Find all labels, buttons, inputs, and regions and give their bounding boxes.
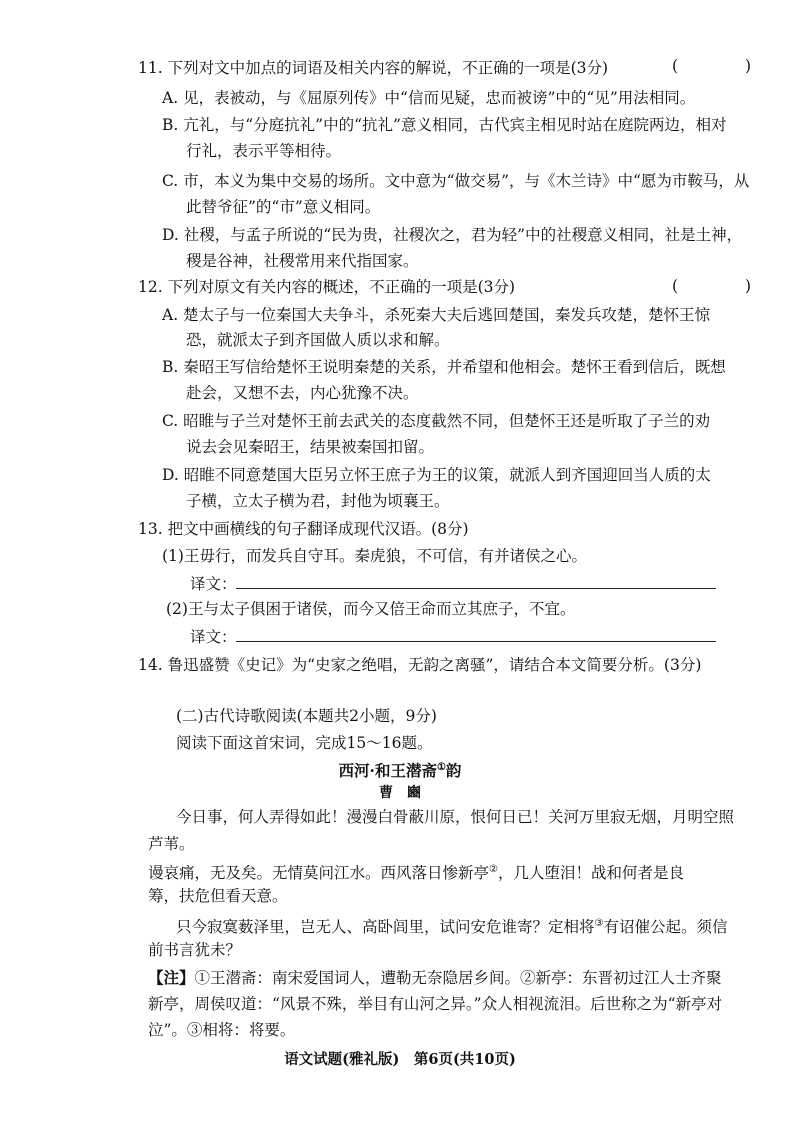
q11-stem: 11. 下列对文中加点的词语及相关内容的解说，不正确的一项是(3分) [138,59,609,77]
q12-answer-paren: ( ) [672,277,764,295]
q12-option-a-line2: 恐，就派太子到齐国做人质以求和解。 [186,331,450,349]
poem-stanza-2-text-a: 谩哀痛，无及矣。无情莫问江水。西风落日惨新亭 [148,864,490,883]
poem-stanza-3-text-a: 只今寂寞薮泽里，岂无人、高卧闾里，试问安危谁寄？定相将 [176,918,595,937]
poem-title-end: 韵 [445,761,462,781]
q12-option-a-line1: A. 楚太子与一位秦国大夫争斗，杀死秦大夫后逃回楚国，秦发兵攻楚，楚怀王惊 [162,306,711,324]
poem-notes-line2: 新亭，周侯叹道：“风景不殊，举目有山河之异。”众人相视流泪。后世称之为“新亭对 [148,995,723,1013]
poem-section-heading: (二)古代诗歌阅读(本题共2小题，9分) [176,707,437,725]
poem-stanza-3-line2: 前书言犹未？ [148,941,242,959]
q12-option-c-line2: 说去会见秦昭王，结果被秦国扣留。 [186,438,435,456]
poem-stanza-1-line1: 今日事，何人弄得如此！漫漫白骨蔽川原，恨何日已！关河万里寂无烟，月明空照 [176,808,735,826]
q13-sentence-2: (2)王与太子俱困于诸侯，而今又倍王命而立其庶子，不宜。 [166,600,576,618]
page-footer: 语文试题(雅礼版) 第6页(共10页) [284,1051,516,1068]
q11-option-b-line1: B. 亢礼，与“分庭抗礼”中的“抗礼”意义相同，古代宾主相见时站在庭院两边，相对 [162,116,727,134]
poem-note-2-marker: ② [489,864,498,875]
q11-option-c-line1: C. 市，本义为集中交易的场所。文中意为“做交易”，与《木兰诗》中“愿为市鞍马，从 [162,172,750,190]
q12-option-b-line1: B. 秦昭王写信给楚怀王说明秦楚的关系，并希望和他相会。楚怀王看到信后，既想 [162,358,726,376]
poem-title-note-marker: ① [436,762,446,773]
poem-stanza-3-line1 [176,913,728,938]
poem-title-text: 西河·和王潜斋 [338,761,437,781]
poem-stanza-2-text-b: ，几人堕泪！战和何者是良 [497,864,684,883]
poem-stanza-3-text-b: 有诏催公起。须信 [603,918,728,937]
q11-option-b-line2: 行礼，表示平等相待。 [186,142,342,160]
poem-title [0,757,800,782]
poem-instruction: 阅读下面这首宋词，完成15～16题。 [176,734,433,752]
poem-note-3-marker: ③ [594,918,604,929]
q13-translation-line-2[interactable] [236,641,716,642]
q12-option-d-line1: D. 昭睢不同意楚国大臣另立怀王庶子为王的议策，就派人到齐国迎回当人质的太 [162,466,711,484]
poem-stanza-2-line2: 筹，扶危但看天意。 [148,887,288,905]
q12-option-c-line1: C. 昭睢与子兰对楚怀王前去武关的态度截然不同，但楚怀王还是听取了子兰的劝 [162,412,711,430]
q13-stem: 13. 把文中画横线的句子翻译成现代汉语。(8分) [138,520,469,538]
q12-option-b-line2: 赴会，又想不去，内心犹豫不决。 [186,384,419,402]
poem-stanza-1-line2: 芦苇。 [148,835,195,853]
q11-option-d-line1: D. 社稷，与孟子所说的“民为贵，社稷次之，君为轻”中的社稷意义相同，社是土神， [162,226,743,244]
q14-stem: 14. 鲁迅盛赞《史记》为“史家之绝唱，无韵之离骚”，请结合本文简要分析。(3分) [138,656,702,674]
poem-notes-text-1: ①王潜斋：南宋爱国词人，遭勒无奈隐居乡间。②新亭：东晋初过江人士齐聚 [194,969,722,987]
q11-option-d-line2: 稷是谷神，社稷常用来代指国家。 [186,252,419,270]
q13-sentence-1: (1)王毋行，而发兵自守耳。秦虎狼，不可信，有并诸侯之心。 [162,547,587,565]
poem-notes-label: 【注】 [148,968,195,987]
poem-author: 曹 豳 [379,785,421,801]
poem-stanza-2-line1 [148,859,684,884]
q13-translation-line-1[interactable] [236,588,716,589]
q13-translation-label-1: 译文： [190,575,237,593]
q11-answer-paren: ( ) [672,57,764,75]
q13-translation-label-2: 译文： [190,628,237,646]
q12-stem: 12. 下列对原文有关内容的概述，不正确的一项是(3分) [138,278,516,296]
poem-notes-line1 [148,967,722,989]
q12-option-d-line2: 子横，立太子横为君，封他为顷襄王。 [186,492,450,510]
q11-option-c-line2: 此替爷征”的“市”意义相同。 [186,198,381,216]
poem-notes-line3: 泣”。③相将：将要。 [148,1021,296,1039]
q11-option-a: A. 见，表被动，与《屈原列传》中“信而见疑，忠而被谤”中的“见”用法相同。 [162,89,696,107]
